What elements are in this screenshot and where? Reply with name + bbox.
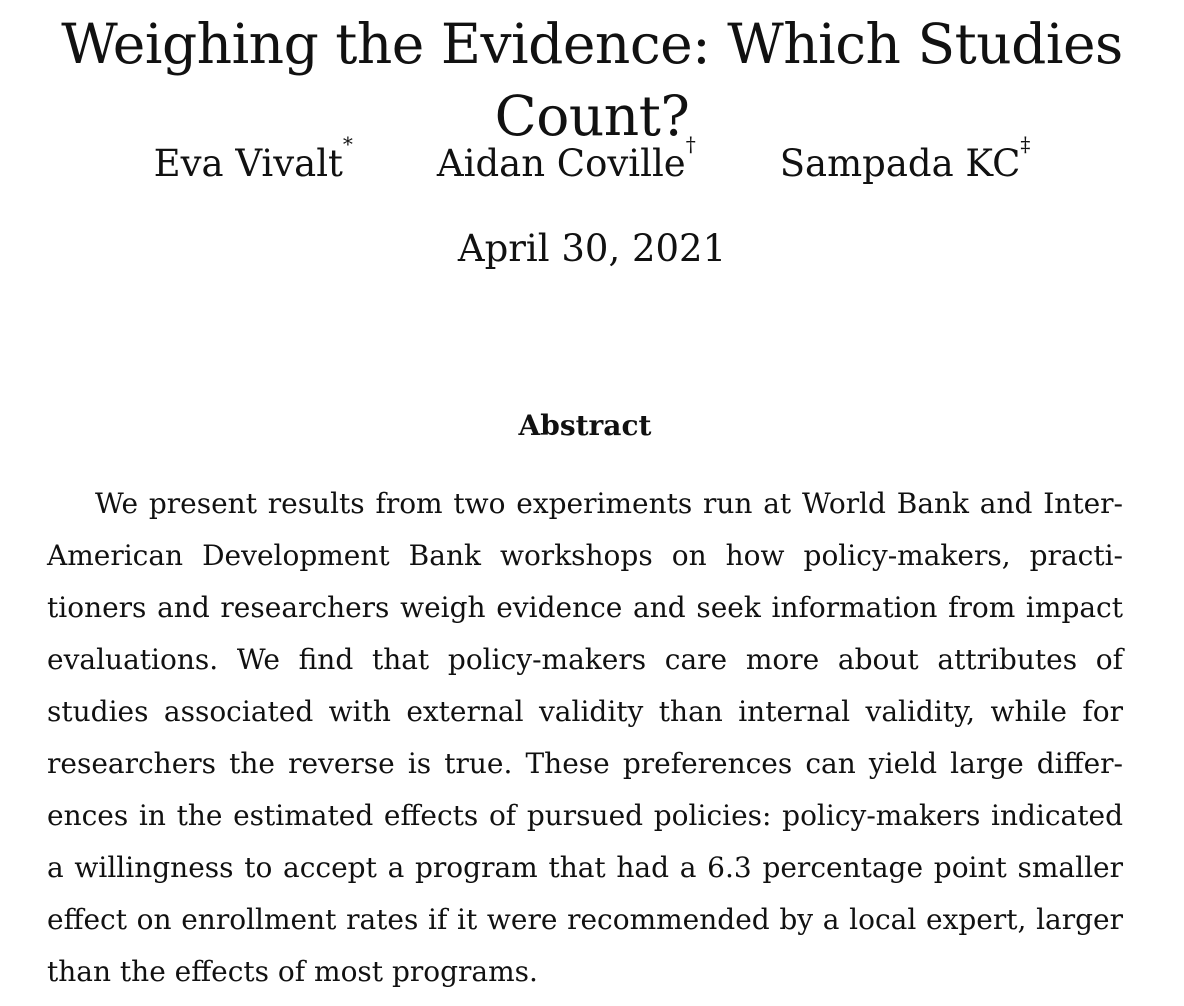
publication-date: April 30, 2021 <box>457 227 727 270</box>
abstract-line: We present results from two experiments run at World Bank and Inter- <box>95 487 1123 520</box>
abstract-line: American Development Bank workshops on how policy-makers, practi- <box>47 539 1123 572</box>
abstract-line: a willingness to accept a program that had a 6.3 percentage point smaller <box>47 851 1123 884</box>
abstract-line: effect on enrollment rates if it were recommended by a local expert, larger <box>47 903 1123 936</box>
abstract-heading: Abstract <box>518 409 652 442</box>
abstract-line: researchers the reverse is true. These preferences can yield large differ- <box>47 747 1123 780</box>
author-2 <box>436 132 696 188</box>
abstract-line: studies associated with external validity than internal validity, while for <box>47 695 1123 728</box>
author-footnote-mark: * <box>342 132 353 156</box>
author-3 <box>779 132 1031 188</box>
author-name: Eva Vivalt <box>153 142 343 185</box>
author-name: Aidan Coville <box>436 142 686 185</box>
author-footnote-mark: † <box>685 132 696 156</box>
author-footnote-mark: ‡ <box>1020 132 1031 156</box>
author-list <box>0 132 1184 188</box>
paper-title: Weighing the Evidence: Which Studies Count? <box>61 12 1123 148</box>
abstract-line: ences in the estimated effects of pursued policies: policy-makers indicated <box>47 799 1123 832</box>
abstract-body <box>47 478 1123 998</box>
abstract-line: evaluations. We find that policy-makers care more about attributes of <box>47 643 1123 676</box>
abstract-line: tioners and researchers weigh evidence and seek information from impact <box>47 591 1123 624</box>
abstract-line: than the effects of most programs. <box>47 955 538 988</box>
author-name: Sampada KC <box>779 142 1021 185</box>
author-1 <box>153 132 353 188</box>
